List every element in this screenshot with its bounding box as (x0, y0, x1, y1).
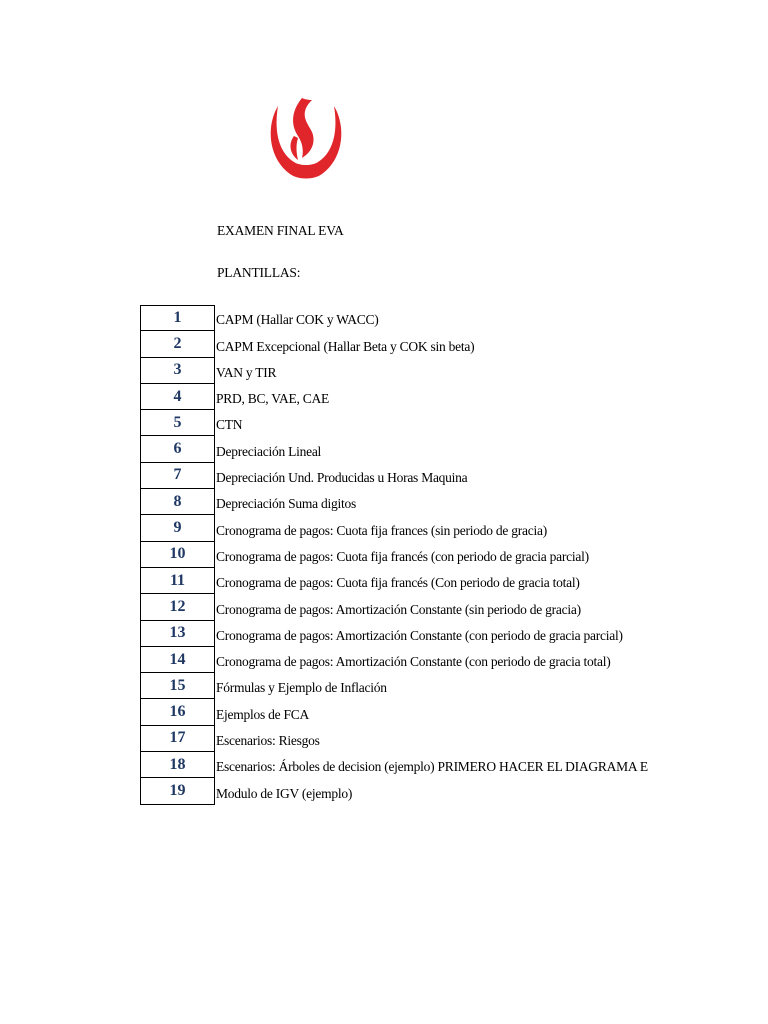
table-row (140, 699, 750, 725)
row-number: 12 (140, 594, 215, 620)
row-label: Escenarios: Riesgos (216, 733, 320, 749)
row-label: Cronograma de pagos: Cuota fija francés (con periodo de gracia parcial) (216, 548, 589, 564)
row-label: Depreciación Lineal (216, 443, 322, 459)
table-row (140, 305, 750, 331)
table-row (140, 436, 750, 462)
table-row (140, 331, 750, 357)
row-number: 16 (140, 699, 215, 725)
row-number: 8 (140, 489, 215, 515)
row-label: Depreciación Suma digitos (216, 496, 356, 512)
row-label: CTN (216, 417, 243, 433)
exam-title: EXAMEN FINAL EVA (217, 223, 344, 238)
table-row (140, 621, 750, 647)
row-label: Cronograma de pagos: Amortización Constante (con periodo de gracia total) (216, 654, 611, 670)
table-row (140, 542, 750, 568)
table-row (140, 358, 750, 384)
row-label: VAN y TIR (216, 364, 277, 380)
table-row (140, 726, 750, 752)
row-number: 15 (140, 673, 215, 699)
row-label: Cronograma de pagos: Cuota fija francés (Con periodo de gracia total) (216, 575, 580, 591)
table-row (140, 410, 750, 436)
table-row (140, 384, 750, 410)
row-label: CAPM Excepcional (Hallar Beta y COK sin beta) (216, 338, 475, 354)
row-number: 7 (140, 463, 215, 489)
row-label: Depreciación Und. Producidas u Horas Maquina (216, 470, 468, 486)
row-label: Cronograma de pagos: Amortización Constante (con periodo de gracia parcial) (216, 627, 623, 643)
row-number: 2 (140, 331, 215, 357)
templates-label: PLANTILLAS: (217, 265, 301, 280)
row-label: PRD, BC, VAE, CAE (216, 391, 330, 407)
row-number: 19 (140, 778, 215, 804)
table-row (140, 647, 750, 673)
templates-table (140, 305, 750, 805)
row-label: Modulo de IGV (ejemplo) (216, 785, 353, 801)
row-number: 17 (140, 726, 215, 752)
row-number: 5 (140, 410, 215, 436)
row-label: Ejemplos de FCA (216, 706, 309, 722)
row-number: 13 (140, 621, 215, 647)
table-row (140, 489, 750, 515)
row-number: 9 (140, 515, 215, 541)
upc-flame-logo-icon (268, 96, 344, 186)
row-number: 4 (140, 384, 215, 410)
row-number: 18 (140, 752, 215, 778)
row-label: Cronograma de pagos: Amortización Constante (sin periodo de gracia) (216, 601, 581, 617)
row-number: 14 (140, 647, 215, 673)
row-label: Cronograma de pagos: Cuota fija frances (sin periodo de gracia) (216, 522, 547, 538)
row-label: CAPM (Hallar COK y WACC) (216, 312, 379, 328)
table-row (140, 463, 750, 489)
table-row (140, 778, 750, 804)
row-number: 6 (140, 436, 215, 462)
table-row (140, 594, 750, 620)
row-number: 1 (140, 305, 215, 331)
row-number: 10 (140, 542, 215, 568)
table-row (140, 568, 750, 594)
table-row (140, 515, 750, 541)
table-row (140, 752, 750, 778)
row-label: Escenarios: Árboles de decision (ejemplo) PRIMERO HACER EL DIAGRAMA E (216, 759, 648, 775)
row-number: 3 (140, 358, 215, 384)
row-number: 11 (140, 568, 215, 594)
row-label: Fórmulas y Ejemplo de Inflación (216, 680, 387, 696)
table-row (140, 673, 750, 699)
